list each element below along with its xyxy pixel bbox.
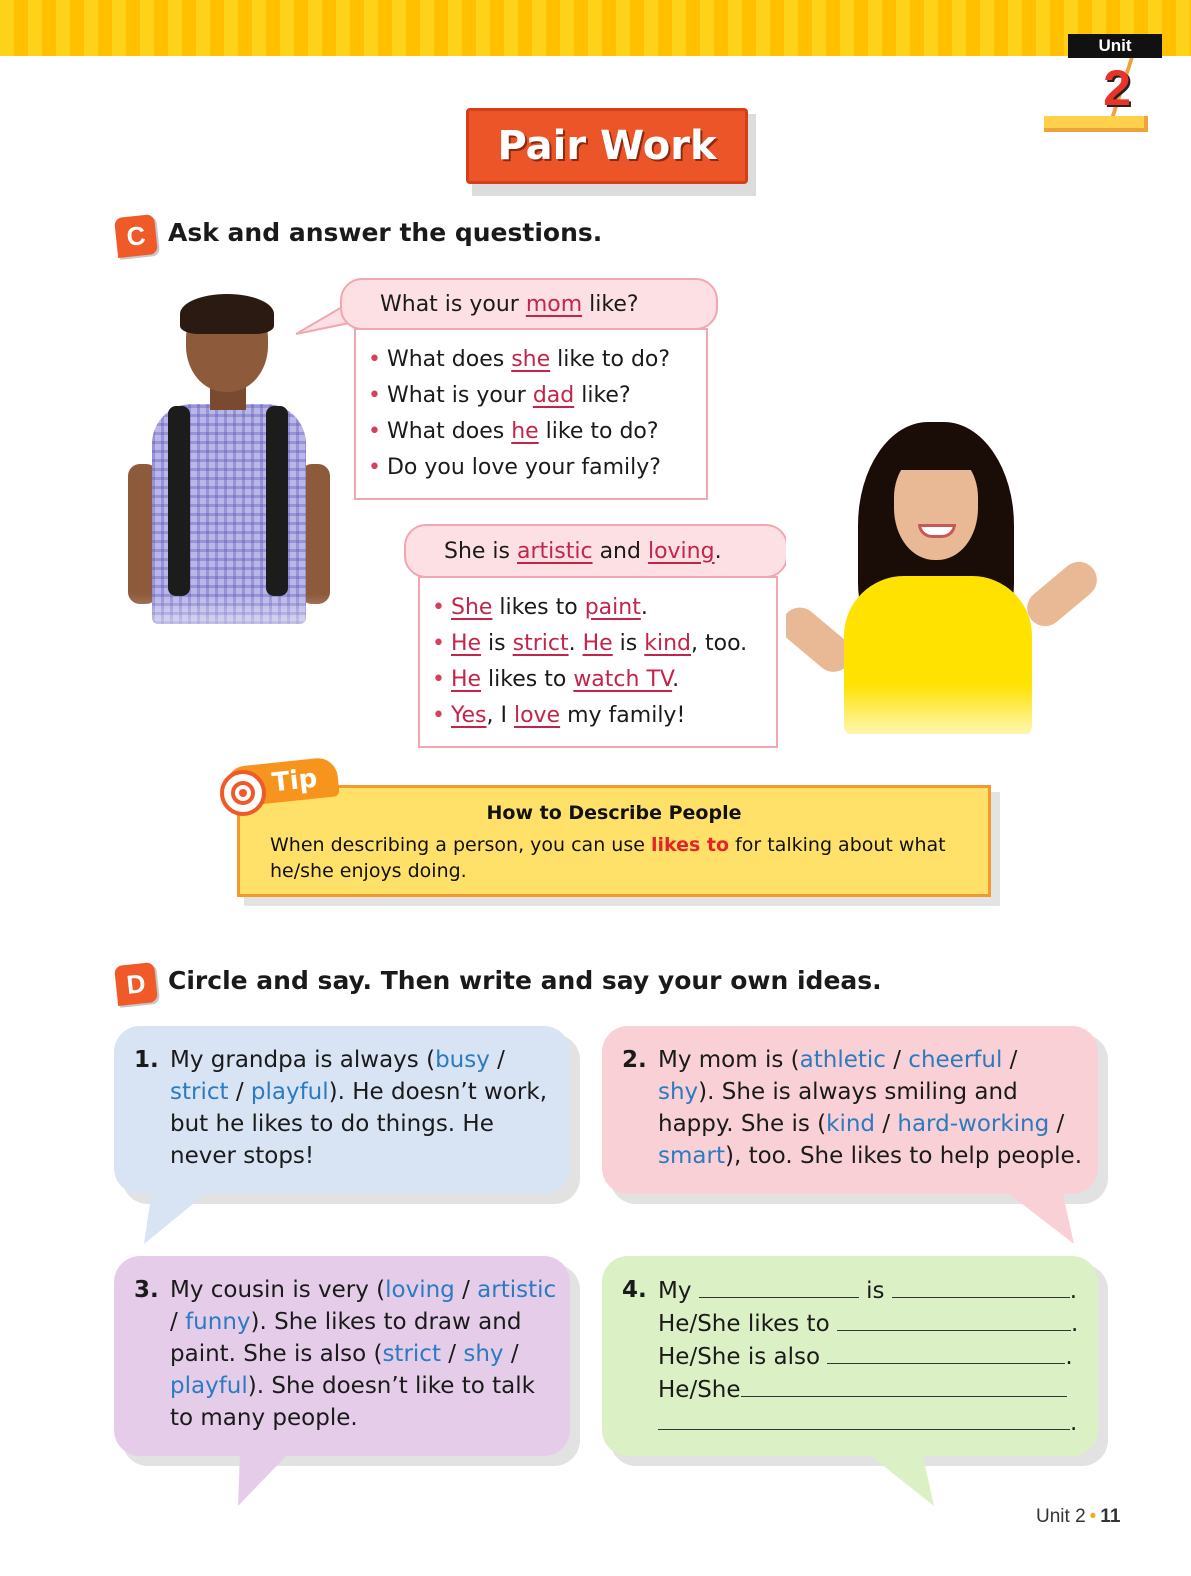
card-1-number: 1. [134,1047,159,1073]
answer-bubble [404,524,788,578]
girl-photo [786,416,1106,734]
tip-body: When describing a person, you can use likes to for talking about what he/she enjoys doing. [270,834,952,882]
list-item: • He likes to watch TV. [432,662,776,698]
list-item: • Do you love your family? [368,450,706,486]
unit-label: Unit [1068,34,1162,58]
page-number: 11 [1100,1506,1121,1527]
list-item: • What does he like to do? [368,414,706,450]
page-footer [1036,1506,1120,1528]
boy-backpack-strap-left [168,406,190,596]
card-2-number: 2. [622,1047,647,1073]
list-item: • What is your dad like? [368,378,706,414]
answer-text: She is [444,538,518,564]
boy-photo [128,294,338,664]
blank-field[interactable] [741,1373,1067,1397]
section-c-title: Ask and answer the questions. [168,218,603,247]
list-item: • He is strict. He is kind, too. [432,626,776,662]
card-4 [602,1256,1098,1456]
card-4-text: My is . He/She likes to . He/She is also . He/She . [658,1274,1078,1439]
boy-hair [180,294,274,334]
unit-tab-base [1044,116,1148,132]
answer-text: and [592,538,648,564]
section-c-badge: C [114,214,158,258]
blank-field[interactable] [892,1274,1070,1298]
tip-title: How to Describe People [486,802,742,824]
card-4-number: 4. [622,1277,647,1303]
blank-field[interactable] [658,1406,1070,1430]
card-1-tail [140,1190,220,1250]
list-item: • Yes, I love my family! [432,698,776,734]
question-list-box [354,328,708,500]
list-item: • What does she like to do? [368,342,706,378]
section-d-badge: D [114,962,158,1006]
girl-photo-fade [786,684,1106,734]
blank-field[interactable] [827,1340,1065,1364]
unit-tab [1040,34,1152,138]
boy-photo-fade [128,594,338,664]
tip-box [237,785,991,897]
card-3-number: 3. [134,1277,159,1303]
blank-field[interactable] [699,1274,859,1298]
card-3-text: My cousin is very (loving / artistic / funny). She likes to draw and paint. She is also (strict / shy / playful). She doesn’t like to talk to many people. [170,1277,557,1431]
footer-unit: Unit 2 [1036,1506,1086,1527]
target-icon [220,770,266,816]
answer-list [432,590,776,734]
answer-list-box [418,576,778,748]
blank-field[interactable] [837,1307,1071,1331]
tip-tab-label: Tip [270,763,319,799]
card-1 [114,1026,570,1194]
pair-work-banner [466,108,748,184]
section-d-title: Circle and say. Then write and say your own ideas. [168,966,882,995]
card-3 [114,1256,570,1456]
card-4-tail [862,1452,942,1512]
question-underlined: mom [525,291,583,317]
list-item: • She likes to paint. [432,590,776,626]
girl-bangs [890,436,982,470]
card-1-text: My grandpa is always (busy / strict / playful). He doesn’t work, but he likes to do things. He never stops! [170,1047,547,1169]
card-2 [602,1026,1098,1194]
question-post: like? [582,291,639,317]
unit-number: 2 [1103,60,1131,116]
boy-backpack-strap-right [266,406,288,596]
top-stripe-band [0,0,1191,56]
banner-title: Pair Work [497,123,717,169]
answer-underlined: artistic [517,538,593,564]
answer-text: . [714,538,722,564]
question-pre: What is your [380,291,526,317]
question-list [368,342,706,486]
card-2-tail [1000,1190,1080,1250]
card-3-tail [236,1452,296,1512]
footer-dot: • [1089,1506,1097,1527]
question-bubble [340,278,718,330]
card-2-text: My mom is (athletic / cheerful / shy). She is always smiling and happy. She is (kind / hard-working / smart), too. She likes to help people. [658,1047,1083,1169]
answer-underlined: loving [647,538,715,564]
